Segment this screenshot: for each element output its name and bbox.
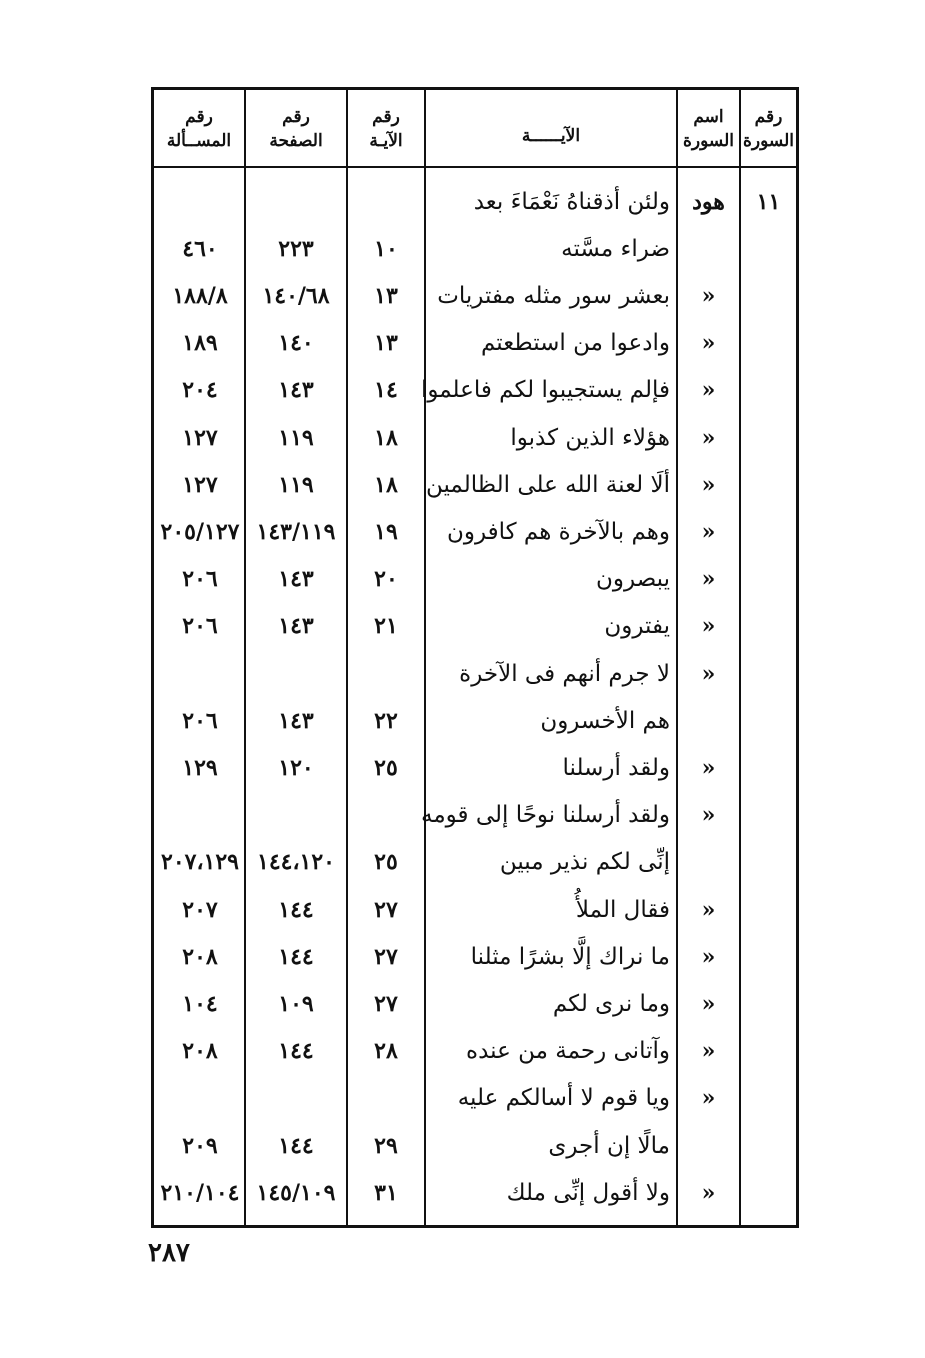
cell-ayah-number: ٣١	[374, 1179, 398, 1206]
cell-ayah-text: وما نرى لكم	[552, 990, 670, 1017]
cell-surah-number	[741, 697, 796, 744]
cell-surah-number	[741, 792, 796, 839]
cell-surah-name: هود	[692, 188, 725, 215]
cell-surah-number	[741, 367, 796, 414]
cell-surah-name: »	[701, 660, 716, 687]
table-row	[154, 792, 796, 839]
cell-issue-number: ٢١٠/١٠٤	[160, 1179, 240, 1206]
cell-surah-name: »	[701, 1085, 716, 1112]
header-text: السورة	[743, 131, 794, 151]
cell-surah-number	[741, 980, 796, 1027]
cell-page-number: ١٤٥/١٠٩	[256, 1179, 336, 1206]
table-row	[154, 886, 796, 933]
cell-page-number	[246, 792, 346, 839]
cell-issue-number	[156, 178, 244, 225]
cell-surah-number	[741, 272, 796, 319]
header-surah-name	[678, 96, 739, 162]
cell-surah-number	[741, 225, 796, 272]
table-row	[154, 980, 796, 1027]
cell-issue-number: ١٢٧	[182, 471, 218, 498]
cell-page-number: ١٤٠	[278, 330, 314, 357]
cell-surah-name: »	[701, 943, 716, 970]
cell-surah-number	[741, 744, 796, 791]
cell-ayah-number: ٢٧	[374, 896, 398, 923]
cell-ayah-text: إنِّى لكم نذير مبين	[499, 849, 670, 876]
cell-surah-name: »	[701, 424, 716, 451]
cell-surah-number	[741, 1122, 796, 1169]
cell-page-number: ١٤٣/١١٩	[256, 518, 336, 545]
cell-ayah-text: ويا قوم لا أسالكم عليه	[457, 1085, 670, 1112]
cell-ayah-number: ٢٧	[374, 943, 398, 970]
cell-page-number: ١٠٩	[278, 990, 314, 1017]
cell-surah-name: »	[701, 754, 716, 781]
cell-issue-number: ٢٠٨	[182, 943, 218, 970]
cell-page-number: ١١٩	[278, 471, 314, 498]
table-row	[154, 508, 796, 555]
cell-page-number: ١٤٣	[278, 707, 314, 734]
table-row	[154, 933, 796, 980]
table-row	[154, 839, 796, 886]
cell-ayah-text: لا جرم أنهم فى الآخرة	[459, 660, 670, 687]
cell-surah-number	[741, 461, 796, 508]
cell-ayah-number: ١٨	[374, 471, 398, 498]
cell-ayah-number: ١٣	[374, 282, 398, 309]
header-text: الآيــــــة	[521, 126, 581, 146]
cell-surah-number	[741, 839, 796, 886]
cell-surah-number	[741, 1169, 796, 1216]
cell-surah-number: ١١	[756, 188, 781, 215]
table-row	[154, 320, 796, 367]
cell-ayah-number: ٢٧	[374, 990, 398, 1017]
header-page-number	[246, 96, 346, 162]
cell-ayah-number: ٢٩	[374, 1132, 398, 1159]
cell-page-number: ١٤٠/٦٨	[262, 282, 330, 309]
cell-issue-number: ١٢٧	[182, 424, 218, 451]
cell-surah-number	[741, 508, 796, 555]
header-issue-number	[154, 96, 244, 162]
cell-page-number: ١٤٤	[278, 1038, 314, 1065]
cell-surah-name: »	[701, 566, 716, 593]
cell-surah-name: »	[701, 896, 716, 923]
cell-ayah-text: يفترون	[604, 613, 670, 640]
cell-surah-name	[678, 839, 739, 886]
cell-page-number	[246, 650, 346, 697]
cell-ayah-text: يبصرون	[596, 566, 670, 593]
table-row	[154, 1169, 796, 1216]
cell-issue-number: ١٢٩	[182, 754, 218, 781]
table-row	[154, 461, 796, 508]
cell-surah-number	[741, 414, 796, 461]
cell-issue-number: ٢٠٨	[182, 1038, 218, 1065]
cell-surah-name: »	[701, 1179, 716, 1206]
header-text: رقم	[185, 107, 213, 127]
cell-surah-name: »	[701, 377, 716, 404]
header-text: السورة	[683, 131, 734, 151]
header-text: الآيـة	[369, 131, 403, 151]
cell-ayah-text: ولقد أرسلنا	[562, 754, 670, 781]
cell-surah-number	[741, 1028, 796, 1075]
cell-surah-name: »	[701, 282, 716, 309]
table-row	[154, 556, 796, 603]
cell-page-number: ١٤٣	[278, 377, 314, 404]
cell-page-number: ١٤٤	[278, 943, 314, 970]
cell-surah-name: »	[701, 518, 716, 545]
cell-issue-number: ٢٠٥/١٢٧	[160, 518, 240, 545]
cell-ayah-number: ١٩	[374, 518, 398, 545]
cell-ayah-text: فقال الملأُ	[575, 896, 670, 923]
cell-surah-number	[741, 650, 796, 697]
cell-ayah-number: ٢٨	[374, 1038, 398, 1065]
cell-surah-number	[741, 1075, 796, 1122]
cell-issue-number: ١٨٨/٨	[172, 282, 228, 309]
cell-surah-name: »	[701, 802, 716, 829]
cell-ayah-text: ضراء مسَّته	[561, 235, 670, 262]
table-row	[154, 225, 796, 272]
table-row	[154, 178, 796, 225]
cell-issue-number: ٢٠٦	[182, 566, 218, 593]
cell-ayah-text: ولئن أذقناهُ نَعْمَاءَ بعد	[473, 188, 670, 215]
cell-ayah-text: هم الأخسرون	[540, 707, 670, 734]
cell-issue-number	[156, 650, 244, 697]
cell-ayah-number: ٢١	[374, 613, 398, 640]
header-text: رقم	[372, 107, 400, 127]
table-row	[154, 697, 796, 744]
cell-ayah-text: وادعوا من استطعتم	[481, 330, 670, 357]
cell-surah-name: »	[701, 613, 716, 640]
header-text: اسم	[693, 107, 724, 127]
cell-ayah-number: ١٨	[374, 424, 398, 451]
cell-ayah-number: ٢٠	[374, 566, 398, 593]
cell-ayah-text: وهم بالآخرة هم كافرون	[446, 518, 670, 545]
cell-issue-number: ٢٠٧،١٢٩	[161, 849, 239, 876]
header-text: رقم	[754, 107, 783, 127]
cell-issue-number: ١٠٤	[182, 990, 218, 1017]
cell-ayah-text: بعشر سور مثله مفتريات	[437, 282, 670, 309]
cell-issue-number: ٢٠٦	[182, 707, 218, 734]
cell-surah-number	[741, 886, 796, 933]
cell-page-number: ٢٢٣	[278, 235, 314, 262]
cell-ayah-number: ٢٥	[374, 849, 398, 876]
table-row	[154, 1028, 796, 1075]
cell-ayah-text: ألَا لعنة الله على الظالمين	[425, 471, 670, 498]
table-row	[154, 272, 796, 319]
table-row	[154, 744, 796, 791]
cell-ayah-text: وآتانى رحمة من عنده	[466, 1038, 670, 1065]
cell-page-number: ١١٩	[278, 424, 314, 451]
table-row	[154, 367, 796, 414]
cell-ayah-text: ما نراك إلَّا بشرًا مثلنا	[470, 943, 670, 970]
header-surah-number	[741, 96, 796, 162]
cell-issue-number: ٢٠٤	[182, 377, 218, 404]
header-text: الصفحة	[269, 131, 323, 151]
cell-page-number: ١٤٣	[278, 613, 314, 640]
table-row	[154, 650, 796, 697]
header-text: المســألة	[166, 131, 232, 151]
cell-surah-number	[741, 556, 796, 603]
header-text: رقم	[282, 107, 310, 127]
cell-ayah-text: ولقد أرسلنا نوحًا إلى قومه	[420, 802, 670, 829]
table-row	[154, 1122, 796, 1169]
cell-page-number: ١٤٣	[278, 566, 314, 593]
cell-surah-name	[678, 225, 739, 272]
cell-page-number	[246, 1075, 346, 1122]
cell-issue-number	[156, 792, 244, 839]
table-row	[154, 1075, 796, 1122]
cell-ayah-text: هؤلاء الذين كذبوا	[510, 424, 670, 451]
header-ayah-number	[348, 96, 424, 162]
header-divider	[154, 166, 796, 168]
cell-surah-name: »	[701, 471, 716, 498]
cell-surah-name	[678, 697, 739, 744]
cell-issue-number: ٤٦٠	[182, 235, 218, 262]
cell-ayah-number: ١٤	[374, 377, 398, 404]
table-row	[154, 603, 796, 650]
cell-page-number	[246, 178, 346, 225]
cell-ayah-number: ٢٢	[374, 707, 398, 734]
cell-surah-number	[741, 603, 796, 650]
cell-surah-name: »	[701, 330, 716, 357]
cell-surah-number	[741, 320, 796, 367]
cell-ayah-text: فإلم يستجيبوا لكم فاعلموا	[420, 377, 670, 404]
cell-issue-number	[156, 1075, 244, 1122]
cell-ayah-number: ٢٥	[374, 754, 398, 781]
cell-ayah-number	[348, 178, 424, 225]
cell-ayah-number	[348, 1075, 424, 1122]
cell-issue-number: ٢٠٧	[182, 896, 218, 923]
cell-surah-name: »	[701, 990, 716, 1017]
cell-issue-number: ١٨٩	[182, 330, 218, 357]
cell-ayah-number	[348, 650, 424, 697]
cell-page-number: ١٢٠	[278, 754, 314, 781]
cell-ayah-number: ١٣	[374, 330, 398, 357]
cell-ayah-number	[348, 792, 424, 839]
cell-surah-number	[741, 933, 796, 980]
cell-page-number: ١٤٤	[278, 1132, 314, 1159]
cell-issue-number: ٢٠٦	[182, 613, 218, 640]
header-ayah-text	[426, 96, 676, 162]
cell-surah-name: »	[701, 1038, 716, 1065]
cell-surah-name	[678, 1122, 739, 1169]
index-table	[151, 87, 799, 1228]
cell-ayah-text: ولا أقول إنِّى ملك	[506, 1179, 670, 1206]
cell-ayah-text: مالًا إن أجرى	[548, 1132, 670, 1159]
cell-issue-number: ٢٠٩	[182, 1132, 218, 1159]
page-number: ٢٨٧	[148, 1238, 190, 1268]
cell-ayah-number: ١٠	[374, 235, 398, 262]
cell-page-number: ١٤٤	[278, 896, 314, 923]
table-row	[154, 414, 796, 461]
cell-page-number: ١٤٤،١٢٠	[257, 849, 335, 876]
